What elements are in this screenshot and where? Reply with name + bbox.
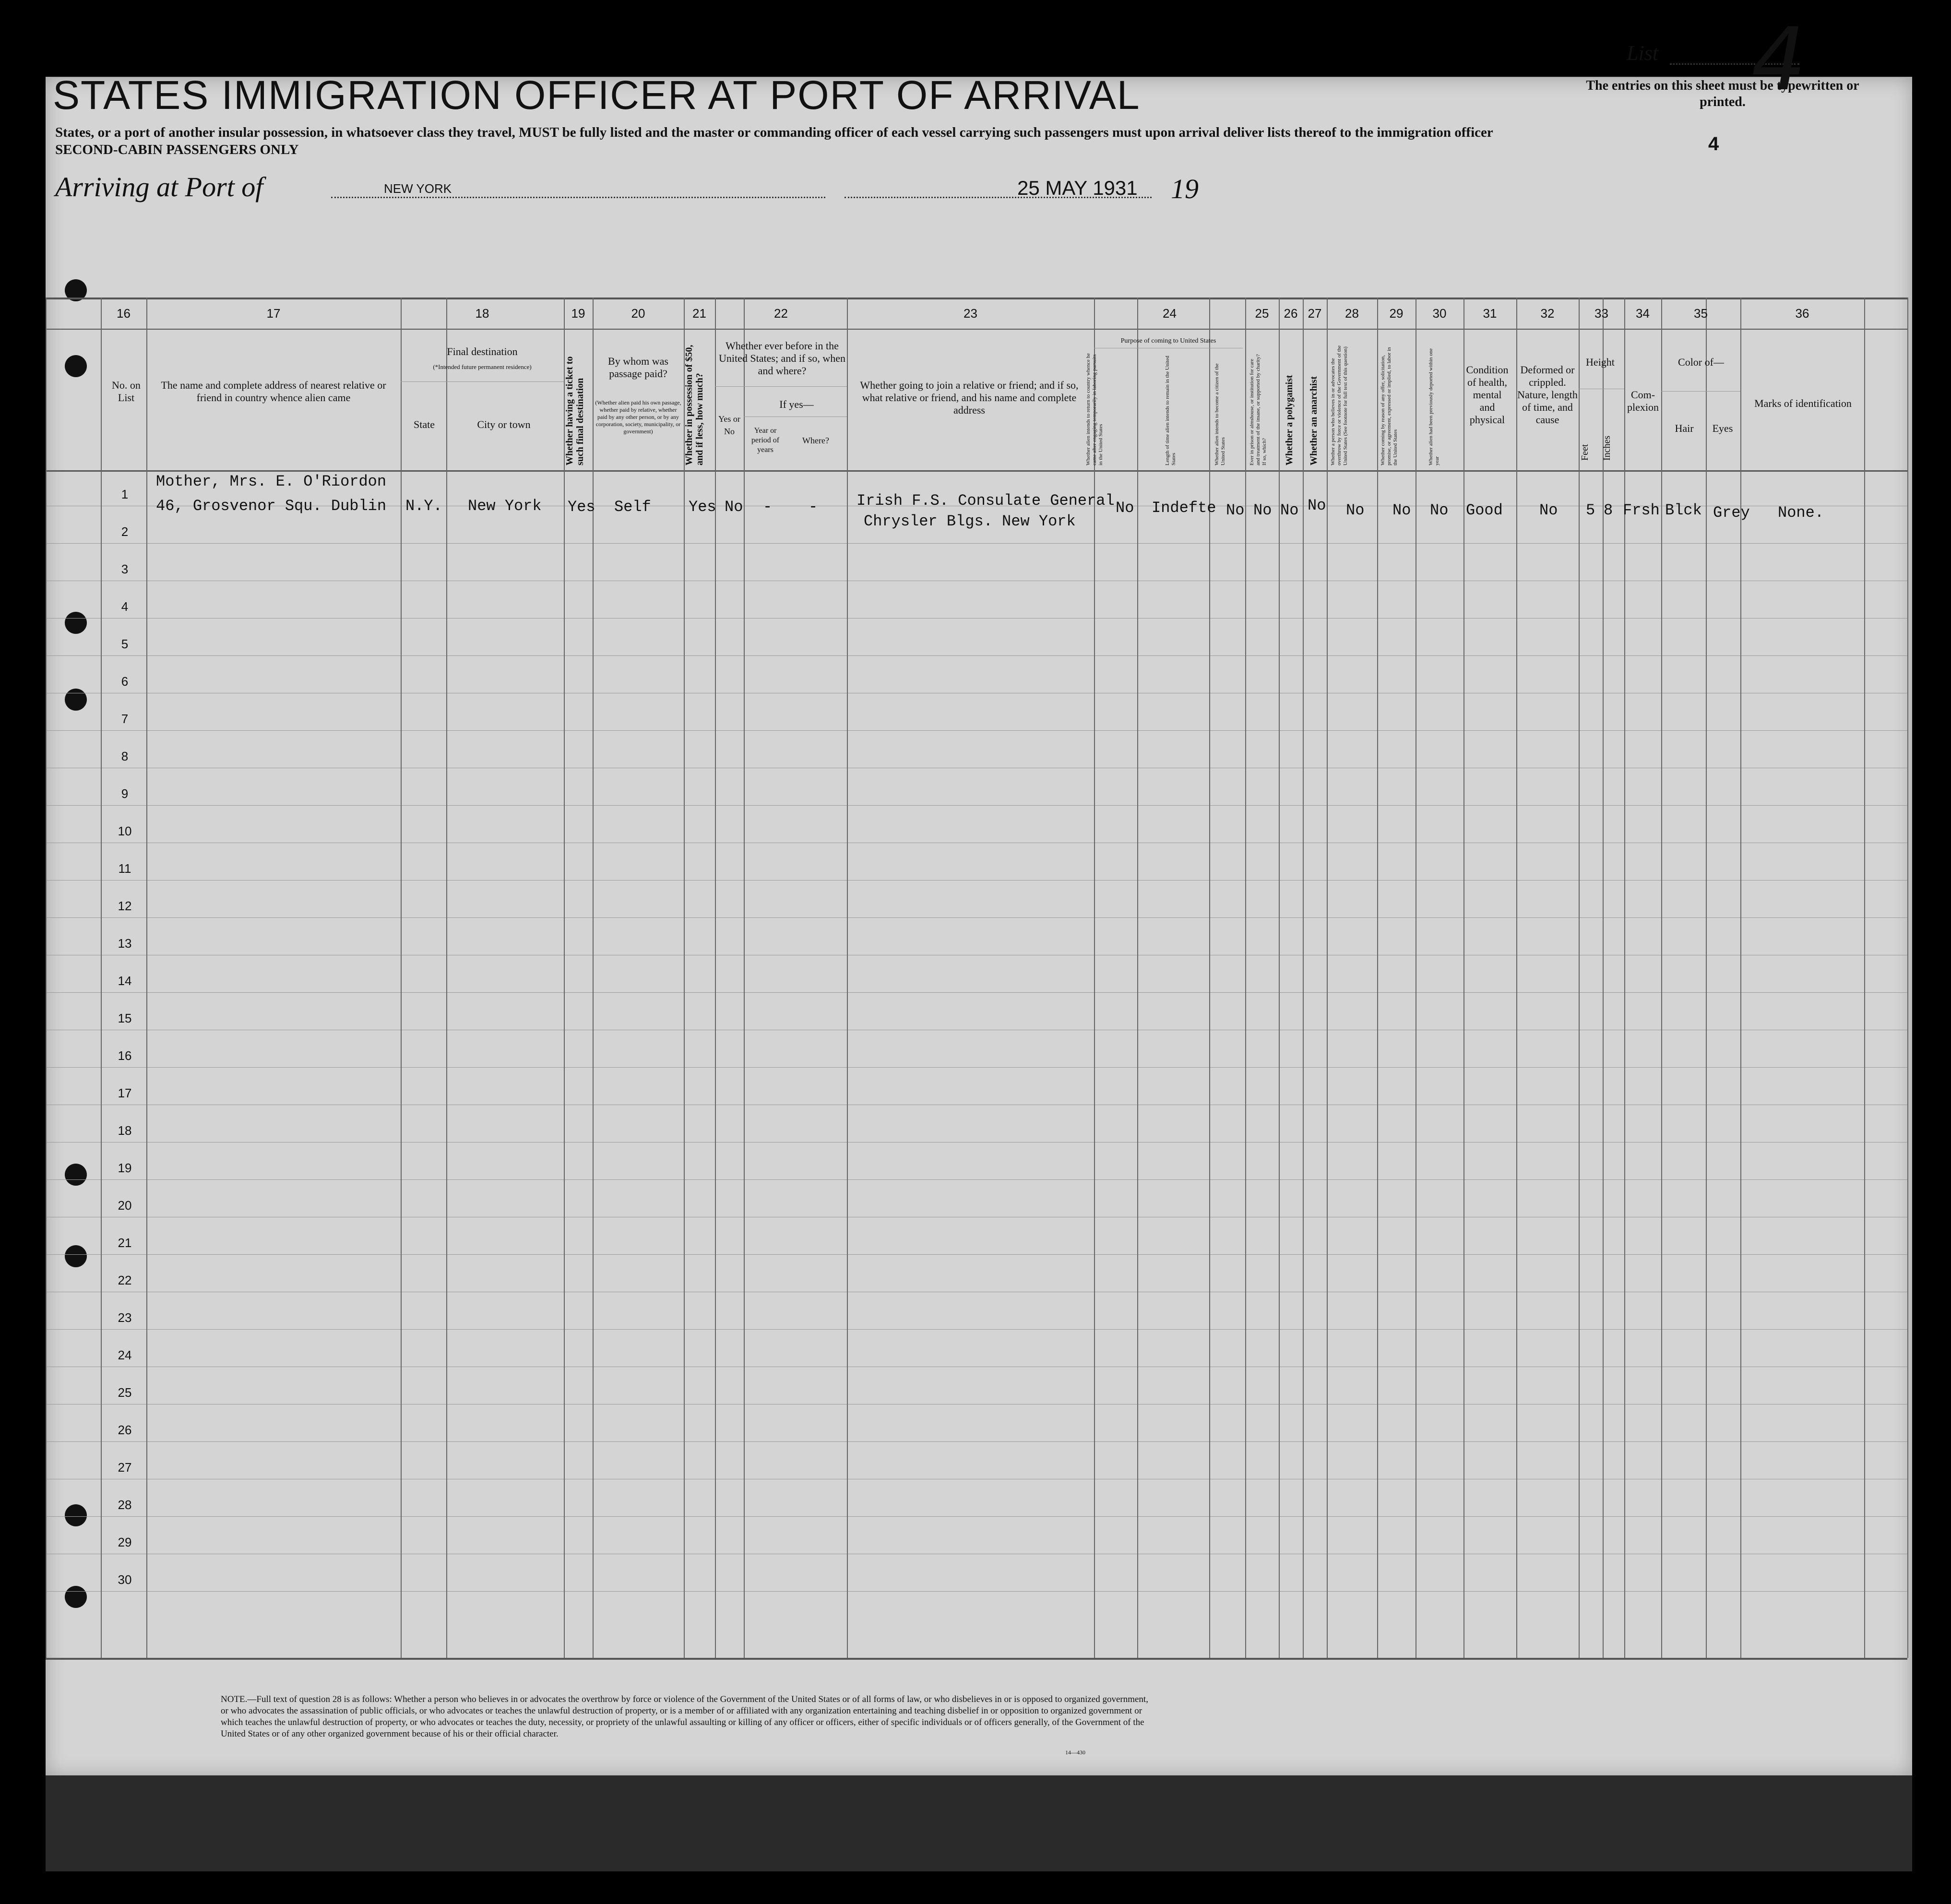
row-number: 1 [121, 487, 129, 501]
entry-prison: No [1253, 501, 1272, 519]
column-divider [1279, 298, 1280, 1658]
column-number: 16 [117, 306, 131, 321]
column-divider [1327, 298, 1328, 1658]
column-number: 26 [1284, 306, 1298, 321]
punch-hole-icon [65, 1504, 87, 1526]
header-inches: Inches [1602, 435, 1612, 461]
entry-q28: No [1346, 501, 1365, 519]
column-divider [1463, 298, 1464, 1658]
header-anarchist: Whether an anarchist [1309, 376, 1319, 465]
row-number: 8 [121, 749, 129, 763]
sheet-number: 4 [1708, 133, 1719, 155]
entry-where: - [809, 498, 818, 516]
header-health: Condition of health, mental and physical [1466, 364, 1509, 426]
column-number: 32 [1540, 306, 1555, 321]
punch-hole-icon [65, 612, 87, 634]
column-divider [564, 298, 565, 1658]
row-number: 9 [121, 786, 129, 801]
entry-paid-by: Self [614, 498, 651, 516]
row-number: 30 [118, 1572, 132, 1587]
column-divider [1661, 298, 1662, 1658]
column-number: 19 [571, 306, 585, 321]
row-number: 21 [118, 1236, 132, 1250]
header-q30: Whether alien had been previously deported within one year [1428, 348, 1440, 465]
column-divider [46, 298, 47, 1658]
entry-purpose-a: No [1116, 499, 1134, 517]
header-color-of: Color of— [1678, 356, 1724, 368]
entry-marks: None. [1778, 504, 1824, 522]
row-number: 15 [118, 1011, 132, 1025]
column-number: 33 [1594, 306, 1608, 321]
column-divider [1864, 298, 1865, 1658]
column-divider [1706, 298, 1707, 1658]
list-number-handwritten: 4 [1742, 10, 1815, 110]
header-purpose-a: Whether alien intends to return to country whence he came after engaging temporarily in laboring pursuits in the United States [1085, 353, 1104, 465]
row-line [46, 618, 1907, 619]
header-city: City or town [477, 418, 531, 430]
column-number: 35 [1694, 306, 1708, 321]
row-number: 19 [118, 1161, 132, 1175]
column-number: 36 [1795, 306, 1809, 321]
form-title: STATES IMMIGRATION OFFICER AT PORT OF ARRIVAL [53, 72, 1141, 118]
row-number: 22 [118, 1273, 132, 1287]
entry-city: New York [468, 497, 542, 515]
entry-ticket: Yes [568, 498, 595, 516]
header-polygamist: Whether a polygamist [1284, 375, 1295, 465]
entry-inches: 8 [1604, 501, 1613, 519]
column-divider [1303, 298, 1304, 1658]
row-line [46, 543, 1907, 544]
punch-hole-icon [65, 689, 87, 711]
row-number: 25 [118, 1385, 132, 1400]
form-number: 14—430 [1065, 1749, 1085, 1756]
header-money: Whether in possession of $50, and if less, how much? [684, 345, 705, 465]
row-number: 14 [118, 974, 132, 988]
row-line [46, 1516, 1907, 1517]
column-number: 25 [1255, 306, 1269, 321]
cabin-class: SECOND-CABIN PASSENGERS ONLY [55, 142, 299, 157]
column-divider [847, 298, 848, 1658]
sheet-edge [46, 1775, 1912, 1871]
column-divider [1377, 298, 1378, 1658]
column-divider [1137, 298, 1138, 1658]
header-if-yes: If yes— [779, 398, 814, 410]
row-number: 4 [121, 599, 129, 614]
row-line [46, 730, 1907, 731]
header-q28: Whether a person who believes in or advocates the overthrow by force or violence of the Government of the United States (See footnote for full text of this question) [1330, 345, 1348, 465]
row-line [46, 805, 1907, 806]
row-number: 11 [118, 861, 131, 876]
row-number: 24 [118, 1348, 132, 1362]
entry-purpose-b: Indefte [1152, 499, 1216, 517]
punch-hole-icon [65, 1164, 87, 1186]
column-number: 34 [1636, 306, 1650, 321]
column-number: 31 [1483, 306, 1497, 321]
entry-relative-line2: 46, Grosvenor Squ. Dublin [156, 497, 387, 515]
entry-deformed: No [1539, 501, 1558, 519]
row-number: 17 [118, 1086, 132, 1100]
header-complexion: Com- plexion [1627, 389, 1659, 413]
row-line [46, 880, 1907, 881]
column-divider [401, 298, 402, 1658]
entry-q30: No [1430, 501, 1449, 519]
row-number: 5 [121, 637, 129, 651]
header-purpose-c: Whether alien intends to become a citizen of the United States [1214, 363, 1226, 465]
header-ticket: Whether having a ticket to such final destination [564, 356, 585, 465]
entry-complexion: Frsh [1623, 501, 1660, 519]
row-number: 6 [121, 674, 129, 689]
entry-eyes: Grey [1713, 504, 1750, 522]
manifest-sheet [46, 77, 1912, 1776]
column-divider [1516, 298, 1517, 1658]
column-number: 18 [475, 306, 489, 321]
entry-ever-before: No [725, 498, 743, 516]
header-ever-before: Whether ever before in the United States; and if so, when and where? [719, 340, 845, 377]
column-divider [1907, 298, 1908, 1658]
form-subtitle: States, or a port of another insular possession, in whatsoever class they travel, MUST be fully listed and the master or commanding officer of each vessel carrying such passengers must upon arrival deliver lists thereof to the immigration officer [55, 125, 1493, 140]
entry-health: Good [1466, 501, 1503, 519]
header-feet: Feet [1580, 444, 1590, 461]
header-purpose-b: Length of time alien intends to remain in the United States [1165, 356, 1177, 465]
entry-anarchist: No [1308, 497, 1326, 514]
row-line [46, 655, 1907, 656]
header-nearest-relative: The name and complete address of nearest relative or friend in country whence alien came [161, 379, 386, 404]
header-by-whom: By whom was passage paid? [608, 355, 668, 380]
header-by-whom-note: (Whether alien paid his own passage, whether paid by relative, whether paid by any other person, or by any corporation, society, municipality, or government) [595, 399, 681, 435]
row-number: 26 [118, 1423, 132, 1437]
header-prison: Ever in prison or almshouse, or institution for care and treatment of the insane, or supported by charity? If so, which? [1249, 354, 1267, 465]
punch-hole-icon [65, 355, 87, 377]
column-number: 17 [266, 306, 281, 321]
entry-purpose-c: No [1226, 501, 1245, 519]
row-line [46, 992, 1907, 993]
header-final-destination-note: (*Intended future permanent residence) [433, 363, 532, 370]
column-divider [1579, 298, 1580, 1658]
row-number: 20 [118, 1198, 132, 1213]
header-where: Where? [802, 436, 829, 445]
column-number: 22 [774, 306, 788, 321]
entry-q29: No [1392, 501, 1411, 519]
row-line [46, 1329, 1907, 1330]
header-state: State [414, 418, 435, 430]
column-number: 20 [631, 306, 645, 321]
row-number: 27 [118, 1460, 132, 1475]
row-number: 18 [118, 1123, 132, 1138]
row-line [46, 1179, 1907, 1180]
punch-hole-icon [65, 1245, 87, 1267]
row-number: 2 [121, 524, 129, 539]
row-number: 13 [118, 936, 132, 951]
row-number: 3 [121, 562, 129, 576]
row-line [46, 1591, 1907, 1592]
footnote: NOTE.—Full text of question 28 is as follows: Whether a person who believes in or advocates the overthrow by force or violence of the Government of the United States or of all forms of law, or who disbelieves in or is opposed to organized government, or who advocates the assassination of public officials, or who advocates or teaches the unlawful destruction of property, or is a member of or affiliated with any organization entertaining and teaching disbelief in or opposition to organized government or which teaches the unlawful destruction of property, or who advocates or teaches the duty, necessity, or propriety of the unlawful assaulting or killing of any officer or officers, either of specific individuals or of officers generally, of the Government of the United States or of any other organized government because of his or their official character. [221, 1694, 1148, 1739]
entry-feet: 5 [1586, 501, 1595, 519]
header-height: Height [1586, 356, 1615, 368]
header-eyes: Eyes [1712, 422, 1733, 434]
row-number: 7 [121, 712, 129, 726]
column-divider [744, 298, 745, 1658]
arriving-label: Arriving at Port of [55, 171, 263, 202]
entry-money: Yes [689, 498, 716, 516]
column-divider [1740, 298, 1741, 1658]
punch-hole-icon [65, 1586, 87, 1608]
row-number: 23 [118, 1310, 132, 1325]
entry-join-line2: Chrysler Blgs. New York [864, 512, 1076, 530]
header-final-destination: Final destination [447, 345, 518, 357]
header-year-period: Year or period of years [751, 427, 780, 454]
header-q29: Whether coming by reason of any offer, solicitation, promise, or agreement, expressed or implied, to labor in the United States [1380, 347, 1398, 465]
column-number: 30 [1432, 306, 1447, 321]
entry-join-line1: Irish F.S. Consulate General [857, 492, 1115, 510]
port-value: NEW YORK [384, 181, 452, 196]
row-line [46, 1254, 1907, 1255]
entries-note: The entries on this sheet must be typewritten or printed. [1586, 78, 1859, 109]
column-number: 27 [1308, 306, 1322, 321]
row-line [46, 1067, 1907, 1068]
header-deformed: Deformed or crippled. Nature, length of time, and cause [1517, 364, 1578, 426]
header-no-on-list: No. on List [112, 379, 141, 404]
entry-relative-line1: Mother, Mrs. E. O'Riordon [156, 473, 387, 490]
column-divider [684, 298, 685, 1658]
year-prefix: 19 [1171, 173, 1199, 204]
header-marks: Marks of identification [1754, 397, 1852, 409]
column-number: 23 [964, 306, 977, 321]
column-number: 24 [1163, 306, 1177, 321]
row-number: 10 [118, 824, 132, 838]
column-number: 28 [1345, 306, 1359, 321]
row-line [46, 917, 1907, 918]
header-purpose: Purpose of coming to United States [1120, 337, 1216, 345]
row-number: 12 [118, 899, 132, 913]
entry-year: - [763, 498, 773, 516]
header-join-relative: Whether going to join a relative or friend; and if so, what relative or friend, and his name and complete address [860, 379, 1079, 416]
row-line [46, 1441, 1907, 1442]
column-number: 29 [1389, 306, 1404, 321]
entry-state: N.Y. [405, 497, 442, 515]
header-hair: Hair [1675, 422, 1694, 434]
arrival-date: 25 MAY 1931 [1017, 177, 1138, 199]
row-number: 16 [118, 1048, 132, 1063]
header-yes-no: Yes or No [718, 414, 740, 436]
entry-hair: Blck [1665, 501, 1702, 519]
column-divider [1245, 298, 1246, 1658]
entry-polygamist: No [1280, 501, 1299, 519]
list-label: List [1627, 41, 1659, 65]
column-number: 21 [692, 306, 706, 321]
column-divider [446, 298, 447, 1658]
row-number: 28 [118, 1498, 132, 1512]
row-number: 29 [118, 1535, 132, 1549]
